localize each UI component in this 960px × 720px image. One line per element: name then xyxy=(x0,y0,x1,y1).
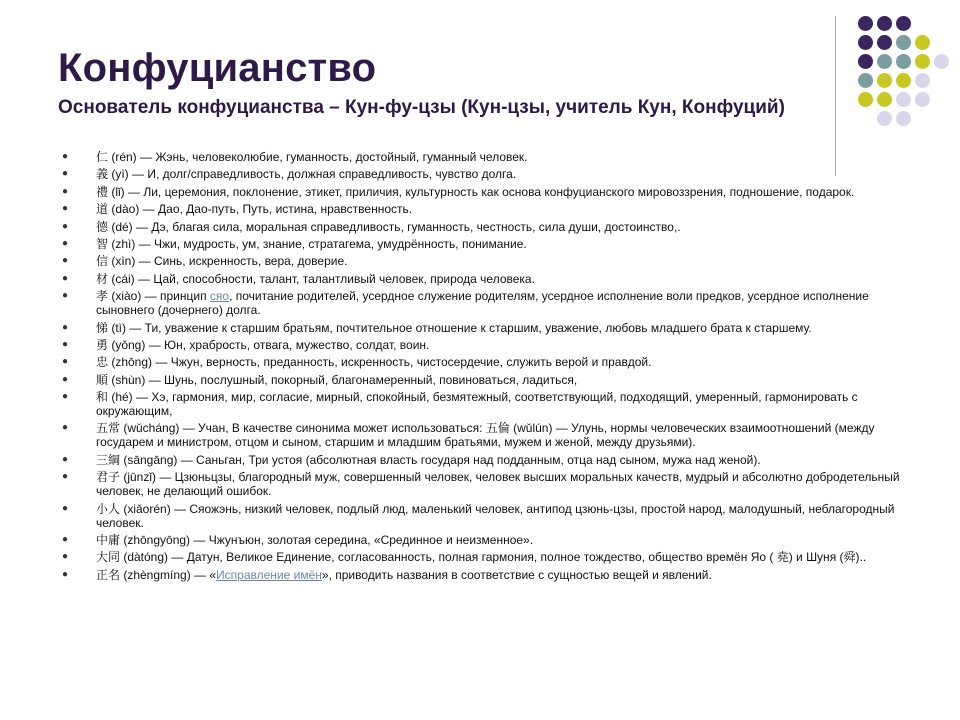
term-list-item xyxy=(62,355,922,369)
term-list-item xyxy=(62,470,922,498)
decorative-dot xyxy=(858,73,873,88)
term-list-item xyxy=(62,321,922,335)
term-list-item xyxy=(62,150,922,164)
bullet-icon: ● xyxy=(62,237,69,249)
term-text: 材 (cái) — Цай, способности, талант, талантливый человек, природа человека. xyxy=(96,271,535,286)
term-text-before: 正名 (zhèngmíng) — « xyxy=(96,567,217,582)
bullet-icon: ● xyxy=(62,290,69,302)
term-text: 仁 (rén) — Жэнь, человеколюбие, гуманность, достойный, гуманный человек. xyxy=(96,150,528,164)
bullet-icon: ● xyxy=(62,272,69,284)
bullet-icon: ● xyxy=(62,373,69,385)
term-list-item xyxy=(62,289,922,317)
term-list-item xyxy=(62,254,922,268)
bullet-icon: ● xyxy=(62,220,69,232)
decorative-dot xyxy=(934,54,949,69)
slide-subtitle: Основатель конфуцианства – Кун-фу-цзы (Кун-цзы, учитель Кун, Конфуций) xyxy=(58,97,785,118)
term-link[interactable]: сяо xyxy=(209,289,230,304)
term-text: 道 (dào) — Дао, Дао-путь, Путь, истина, нравственность. xyxy=(96,202,413,217)
bullet-icon: ● xyxy=(62,151,69,162)
term-text: 忠 (zhōng) — Чжун, верность, преданность, искренность, чистосердечие, служить верой и правдой. xyxy=(96,355,652,370)
term-text: 悌 (tì) — Ти, уважение к старшим братьям, почтительное отношение к старшим, уважение, любовь младшего брата к старшему. xyxy=(96,320,812,335)
term-list-item xyxy=(62,167,922,181)
term-text: 三綱 (sāngāng) — Саньган, Три устоя (абсолютная власть государя над подданным, отца над сыном, мужа над женой). xyxy=(96,452,761,467)
decorative-dot xyxy=(915,92,930,107)
decorative-dot xyxy=(877,92,892,107)
decorative-dot xyxy=(858,54,873,69)
term-list-item xyxy=(62,533,922,547)
term-text-after: , почитание родителей, усердное служение родителям, усердное исполнение воли предков, усердное исполнение сыновнего (дочернего) долга. xyxy=(96,289,869,318)
term-list-item xyxy=(62,185,922,199)
term-text: 君子 (jūnzǐ) — Цзюньцзы, благородный муж, совершенный человек, человек высших моральных качеств, мудрый и абсолютно добродетельный человек, не делающий ошибок. xyxy=(96,470,900,499)
slide-title: Конфуцианство xyxy=(58,46,377,90)
term-text-after: », приводить названия в соответствие с сущностью вещей и явлений. xyxy=(321,567,712,582)
term-list-item xyxy=(62,453,922,467)
decorative-dot xyxy=(915,35,930,50)
bullet-icon: ● xyxy=(62,356,69,368)
term-list-item xyxy=(62,373,922,387)
term-text: 信 (xìn) — Синь, искренность, вера, доверие. xyxy=(96,254,348,269)
term-text: 德 (dé) — Дэ, благая сила, моральная справедливость, гуманность, честность, сила души, достоинство,. xyxy=(96,219,681,234)
term-list-item xyxy=(62,220,922,234)
decorative-dot xyxy=(858,35,873,50)
bullet-icon: ● xyxy=(62,168,69,180)
term-text: 智 (zhì) — Чжи, мудрость, ум, знание, стратагема, умудрённость, понимание. xyxy=(96,236,527,251)
term-list xyxy=(62,150,922,585)
term-list-item xyxy=(62,237,922,251)
term-list-item xyxy=(62,550,922,564)
term-list-item xyxy=(62,272,922,286)
term-list-item xyxy=(62,390,922,418)
term-text: 五常 (wǔcháng) — Учан, В качестве синонима может использоваться: 五倫 (wǔlún) — Улунь, нормы человеческих взаимоотношений (между государем и министром, отцом и сыном, старшим и младшим братьями, мужем и женой, между друзьями). xyxy=(96,421,875,450)
decorative-dot xyxy=(877,35,892,50)
bullet-icon: ● xyxy=(62,551,69,563)
decorative-dot xyxy=(877,16,892,31)
decorative-dot xyxy=(896,54,911,69)
term-list-item xyxy=(62,338,922,352)
bullet-icon: ● xyxy=(62,422,69,434)
decorative-dot xyxy=(877,73,892,88)
decorative-dot xyxy=(896,92,911,107)
decorative-dot xyxy=(877,54,892,69)
decorative-dot xyxy=(915,54,930,69)
decorative-dot xyxy=(896,35,911,50)
decorative-dot xyxy=(896,111,911,126)
bullet-icon: ● xyxy=(62,338,69,350)
decorative-dot xyxy=(877,111,892,126)
bullet-icon: ● xyxy=(62,568,69,580)
decorative-dot xyxy=(915,73,930,88)
term-text-before: 孝 (xiào) — принцип xyxy=(96,289,210,304)
term-text: 中庸 (zhōngyōng) — Чжунъюн, золотая середина, «Срединное и неизменное». xyxy=(96,533,534,548)
term-text: 和 (hé) — Хэ, гармония, мир, согласие, мирный, спокойный, безмятежный, соответствующий, подходящий, умеренный, гармонировать с окружающим, xyxy=(96,390,858,419)
term-text: 順 (shùn) — Шунь, послушный, покорный, благонамеренный, повиноваться, ладиться, xyxy=(96,372,578,387)
decorative-dot xyxy=(858,16,873,31)
bullet-icon: ● xyxy=(62,255,69,267)
bullet-icon: ● xyxy=(62,185,69,197)
term-text: 義 (yì) — И, долг/справедливость, должная справедливость, чувство долга. xyxy=(96,167,517,182)
bullet-icon: ● xyxy=(62,391,69,403)
term-text: 禮 (lǐ) — Ли, церемония, поклонение, этикет, приличия, культурность как основа конфуцианского мировоззрения, подношение, подарок. xyxy=(96,184,855,199)
bullet-icon: ● xyxy=(62,453,69,465)
term-list-item xyxy=(62,202,922,216)
bullet-icon: ● xyxy=(62,321,69,333)
decorative-dot xyxy=(896,16,911,31)
decorative-dot xyxy=(858,92,873,107)
bullet-icon: ● xyxy=(62,471,69,483)
decorative-dot xyxy=(896,73,911,88)
bullet-icon: ● xyxy=(62,534,69,546)
term-text: 大同 (dàtóng) — Датун, Великое Единение, согласованность, полная гармония, полное тождество, общество времён Яо ( 堯) и Шуня (舜).. xyxy=(96,550,867,565)
bullet-icon: ● xyxy=(62,203,69,215)
term-text: 小人 (xiǎorén) — Сяожэнь, низкий человек, подлый люд, маленький человек, антипод цзюнь-цзы, простой народ, малодушный, неблагородный человек. xyxy=(96,501,895,530)
term-list-item xyxy=(62,568,922,582)
bullet-icon: ● xyxy=(62,502,69,514)
term-list-item xyxy=(62,502,922,530)
term-list-item xyxy=(62,421,922,449)
term-text: 勇 (yǒng) — Юн, храбрость, отвага, мужество, солдат, воин. xyxy=(96,337,430,352)
term-link[interactable]: Исправление имён xyxy=(216,567,322,582)
